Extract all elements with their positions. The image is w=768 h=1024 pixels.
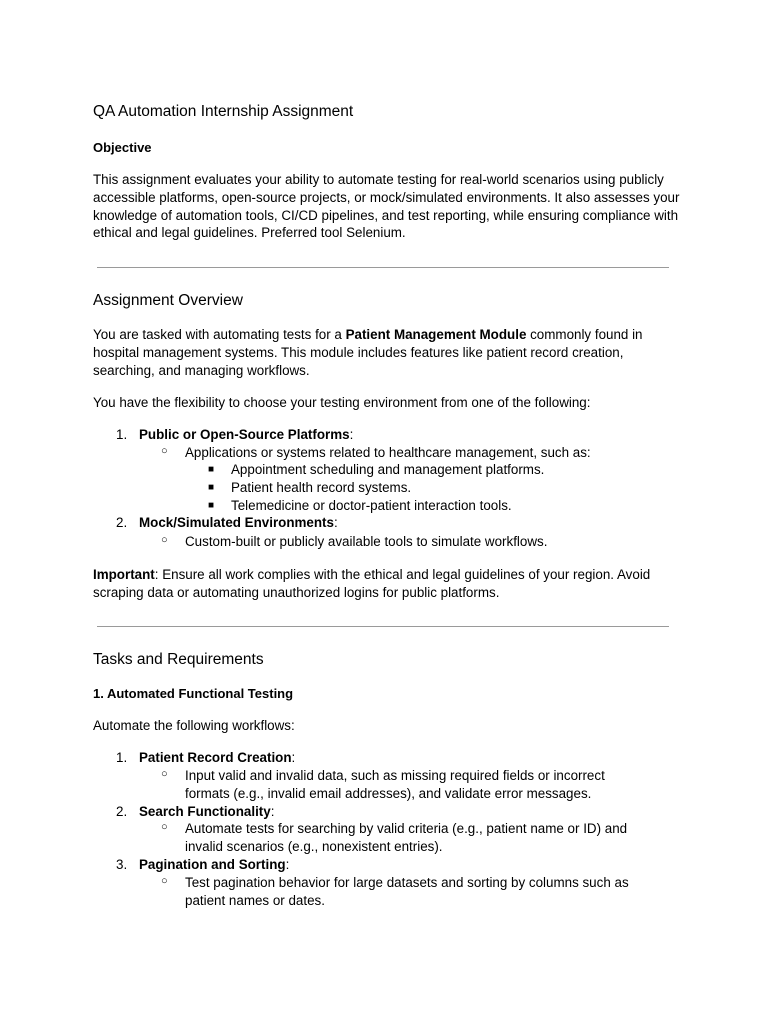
circle-bullet-icon: ○ xyxy=(161,821,168,833)
sub-sub-list-item: Telemedicine or doctor-patient interaction tools. xyxy=(231,498,512,513)
section-divider xyxy=(97,626,669,627)
list-item-label: Search Functionality xyxy=(139,804,271,819)
sub-list-item: Custom-built or publicly available tools to simulate workflows. xyxy=(185,534,548,549)
circle-bullet-icon: ○ xyxy=(161,534,168,546)
list-item xyxy=(139,426,353,444)
environment-intro: You have the flexibility to choose your testing environment from one of the following: xyxy=(93,395,591,410)
tasks-subheading: 1. Automated Functional Testing xyxy=(93,686,294,701)
overview-text: You are tasked with automating tests for a xyxy=(93,327,346,342)
list-number: 3. xyxy=(116,857,128,872)
list-number: 1. xyxy=(116,427,128,442)
list-item xyxy=(139,514,338,532)
list-number: 2. xyxy=(116,515,128,530)
list-item xyxy=(139,803,274,821)
sub-sub-list-item: Appointment scheduling and management platforms. xyxy=(231,462,545,477)
sub-list-item-cont: invalid scenarios (e.g., nonexistent entries). xyxy=(185,839,443,854)
sub-list-item: Input valid and invalid data, such as missing required fields or incorrect xyxy=(185,768,605,783)
sub-sub-list-item: Patient health record systems. xyxy=(231,480,412,495)
overview-paragraph xyxy=(93,326,683,379)
list-item-colon: : xyxy=(270,804,275,819)
circle-bullet-icon: ○ xyxy=(161,768,168,780)
page-title: QA Automation Internship Assignment xyxy=(93,103,354,120)
important-label: Important xyxy=(93,567,155,582)
circle-bullet-icon: ○ xyxy=(161,445,168,457)
overview-text-end: commonly found in hospital management systems. This module includes features like patient record creation, searching, and managing workflows. xyxy=(93,327,643,378)
square-bullet-icon: ■ xyxy=(208,482,215,493)
sub-list-item-cont: formats (e.g., invalid email addresses), and validate error messages. xyxy=(185,786,592,801)
module-name: Patient Management Module xyxy=(345,327,527,342)
sub-list-item: Automate tests for searching by valid criteria (e.g., patient name or ID) and xyxy=(185,821,628,836)
circle-bullet-icon: ○ xyxy=(161,875,168,887)
list-item xyxy=(139,856,289,874)
sub-list-item: Test pagination behavior for large datasets and sorting by columns such as xyxy=(185,875,629,890)
list-item-colon: : xyxy=(333,515,338,530)
list-item-colon: : xyxy=(291,750,296,765)
tasks-heading: Tasks and Requirements xyxy=(93,651,264,668)
list-number: 2. xyxy=(116,804,128,819)
sub-list-item: Applications or systems related to healthcare management, such as: xyxy=(185,445,591,460)
important-note xyxy=(93,566,683,602)
list-item-label: Mock/Simulated Environments xyxy=(139,515,334,530)
objective-body: This assignment evaluates your ability to automate testing for real-world scenarios using publicly accessible platforms, open-source projects, or mock/simulated environments. It also assesses your knowledge of automation tools, CI/CD pipelines, and test reporting, while ensuring compliance with ethical and legal guidelines. Preferred tool Selenium. xyxy=(93,172,680,241)
section-divider xyxy=(97,267,669,268)
list-item-label: Patient Record Creation xyxy=(139,750,292,765)
list-number: 1. xyxy=(116,750,128,765)
list-item-label: Pagination and Sorting xyxy=(139,857,286,872)
list-item-colon: : xyxy=(349,427,354,442)
tasks-intro: Automate the following workflows: xyxy=(93,718,295,733)
objective-heading: Objective xyxy=(93,140,152,155)
overview-heading: Assignment Overview xyxy=(93,292,243,309)
square-bullet-icon: ■ xyxy=(208,464,215,475)
list-item-colon: : xyxy=(285,857,290,872)
square-bullet-icon: ■ xyxy=(208,500,215,511)
list-item-label: Public or Open-Source Platforms xyxy=(139,427,350,442)
important-text: : Ensure all work complies with the ethical and legal guidelines of your region. Avoid scraping data or automating unauthorized logins for public platforms. xyxy=(93,567,651,600)
list-item xyxy=(139,749,295,767)
sub-list-item-cont: patient names or dates. xyxy=(185,893,325,908)
